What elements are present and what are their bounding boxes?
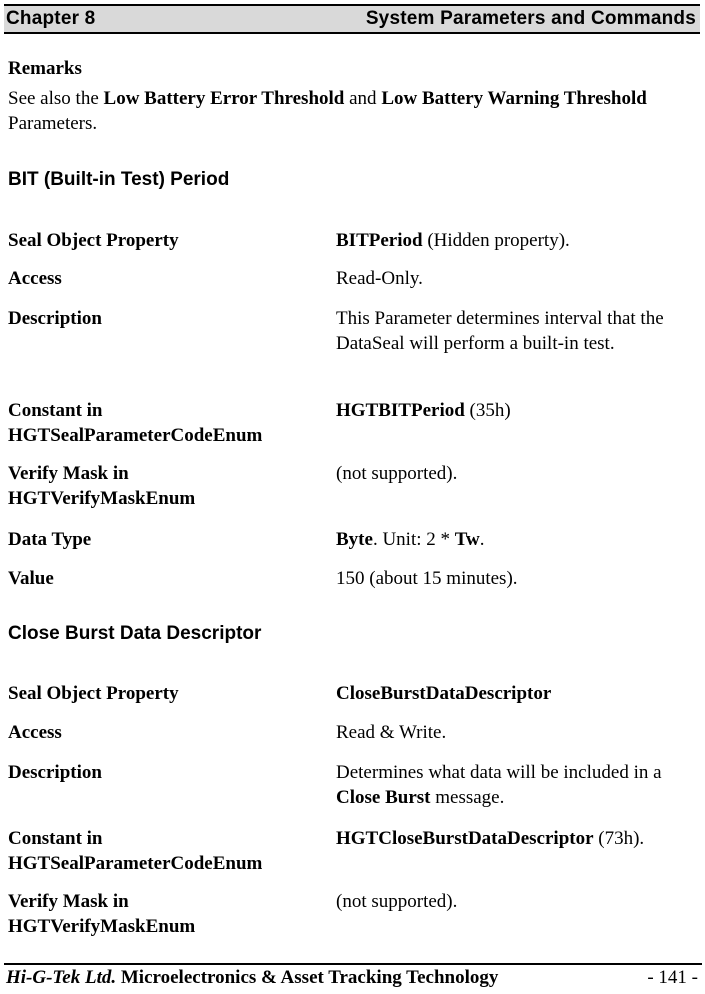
chapter-title: System Parameters and Commands xyxy=(365,8,696,29)
company-tagline: Microelectronics & Asset Tracking Technology xyxy=(120,967,499,988)
low-battery-error-link: Low Battery Error Threshold xyxy=(103,88,345,109)
property-name: BITPeriod xyxy=(336,230,423,251)
close-burst-heading: Close Burst Data Descriptor xyxy=(8,623,262,644)
property-name: CloseBurstDataDescriptor xyxy=(336,683,552,704)
constant-name: HGTBITPeriod xyxy=(336,400,465,421)
row-label: Value xyxy=(8,568,54,589)
type-text: . Unit: 2 * xyxy=(372,529,455,550)
type-unit: Tw xyxy=(454,529,480,550)
row-value xyxy=(336,826,700,851)
row-label: Seal Object Property xyxy=(8,230,179,251)
constant-code: (35h) xyxy=(464,400,511,421)
page-number: - 141 - xyxy=(647,967,698,988)
desc-text: message. xyxy=(430,787,505,808)
remarks-text: Parameters. xyxy=(8,113,98,134)
page-footer xyxy=(6,966,700,990)
row-label: Data Type xyxy=(8,529,92,550)
footer-divider xyxy=(4,963,702,965)
row-label: Access xyxy=(8,722,62,743)
row-label: Access xyxy=(8,268,62,289)
row-value: Read-Only. xyxy=(336,268,423,289)
row-label: Seal Object Property xyxy=(8,683,179,704)
row-value xyxy=(336,527,700,552)
row-value: Read & Write. xyxy=(336,722,447,743)
row-label: Constant in HGTSealParameterCodeEnum xyxy=(8,828,263,874)
row-value xyxy=(336,681,700,706)
row-label: Verify Mask in HGTVerifyMaskEnum xyxy=(8,463,196,509)
remarks-text: See also the xyxy=(8,88,104,109)
chapter-label: Chapter 8 xyxy=(6,8,96,29)
row-label: Description xyxy=(8,308,102,329)
row-value xyxy=(336,228,700,253)
remarks-heading: Remarks xyxy=(8,58,82,79)
row-label: Description xyxy=(8,762,102,783)
remarks-paragraph xyxy=(8,86,698,136)
row-value: (not supported). xyxy=(336,463,458,484)
property-note: (Hidden property). xyxy=(422,230,570,251)
type-text: . xyxy=(479,529,485,550)
row-value xyxy=(336,398,700,423)
desc-text: Determines what data will be included in a xyxy=(336,762,662,783)
row-label: Verify Mask in HGTVerifyMaskEnum xyxy=(8,891,196,937)
company-name: Hi-G-Tek Ltd. xyxy=(6,967,117,988)
bit-period-heading: BIT (Built-in Test) Period xyxy=(8,169,230,190)
row-label: Constant in HGTSealParameterCodeEnum xyxy=(8,400,263,446)
row-value xyxy=(336,760,700,810)
row-value: This Parameter determines interval that the DataSeal will perform a built-in test. xyxy=(336,308,664,354)
low-battery-warning-link: Low Battery Warning Threshold xyxy=(381,88,647,109)
chapter-header xyxy=(4,4,700,34)
close-burst-term: Close Burst xyxy=(336,787,431,808)
row-value: (not supported). xyxy=(336,891,458,912)
constant-code: (73h). xyxy=(593,828,645,849)
row-value: 150 (about 15 minutes). xyxy=(336,568,518,589)
type-name: Byte xyxy=(336,529,373,550)
constant-name: HGTCloseBurstDataDescriptor xyxy=(336,828,594,849)
remarks-text: and xyxy=(344,88,382,109)
